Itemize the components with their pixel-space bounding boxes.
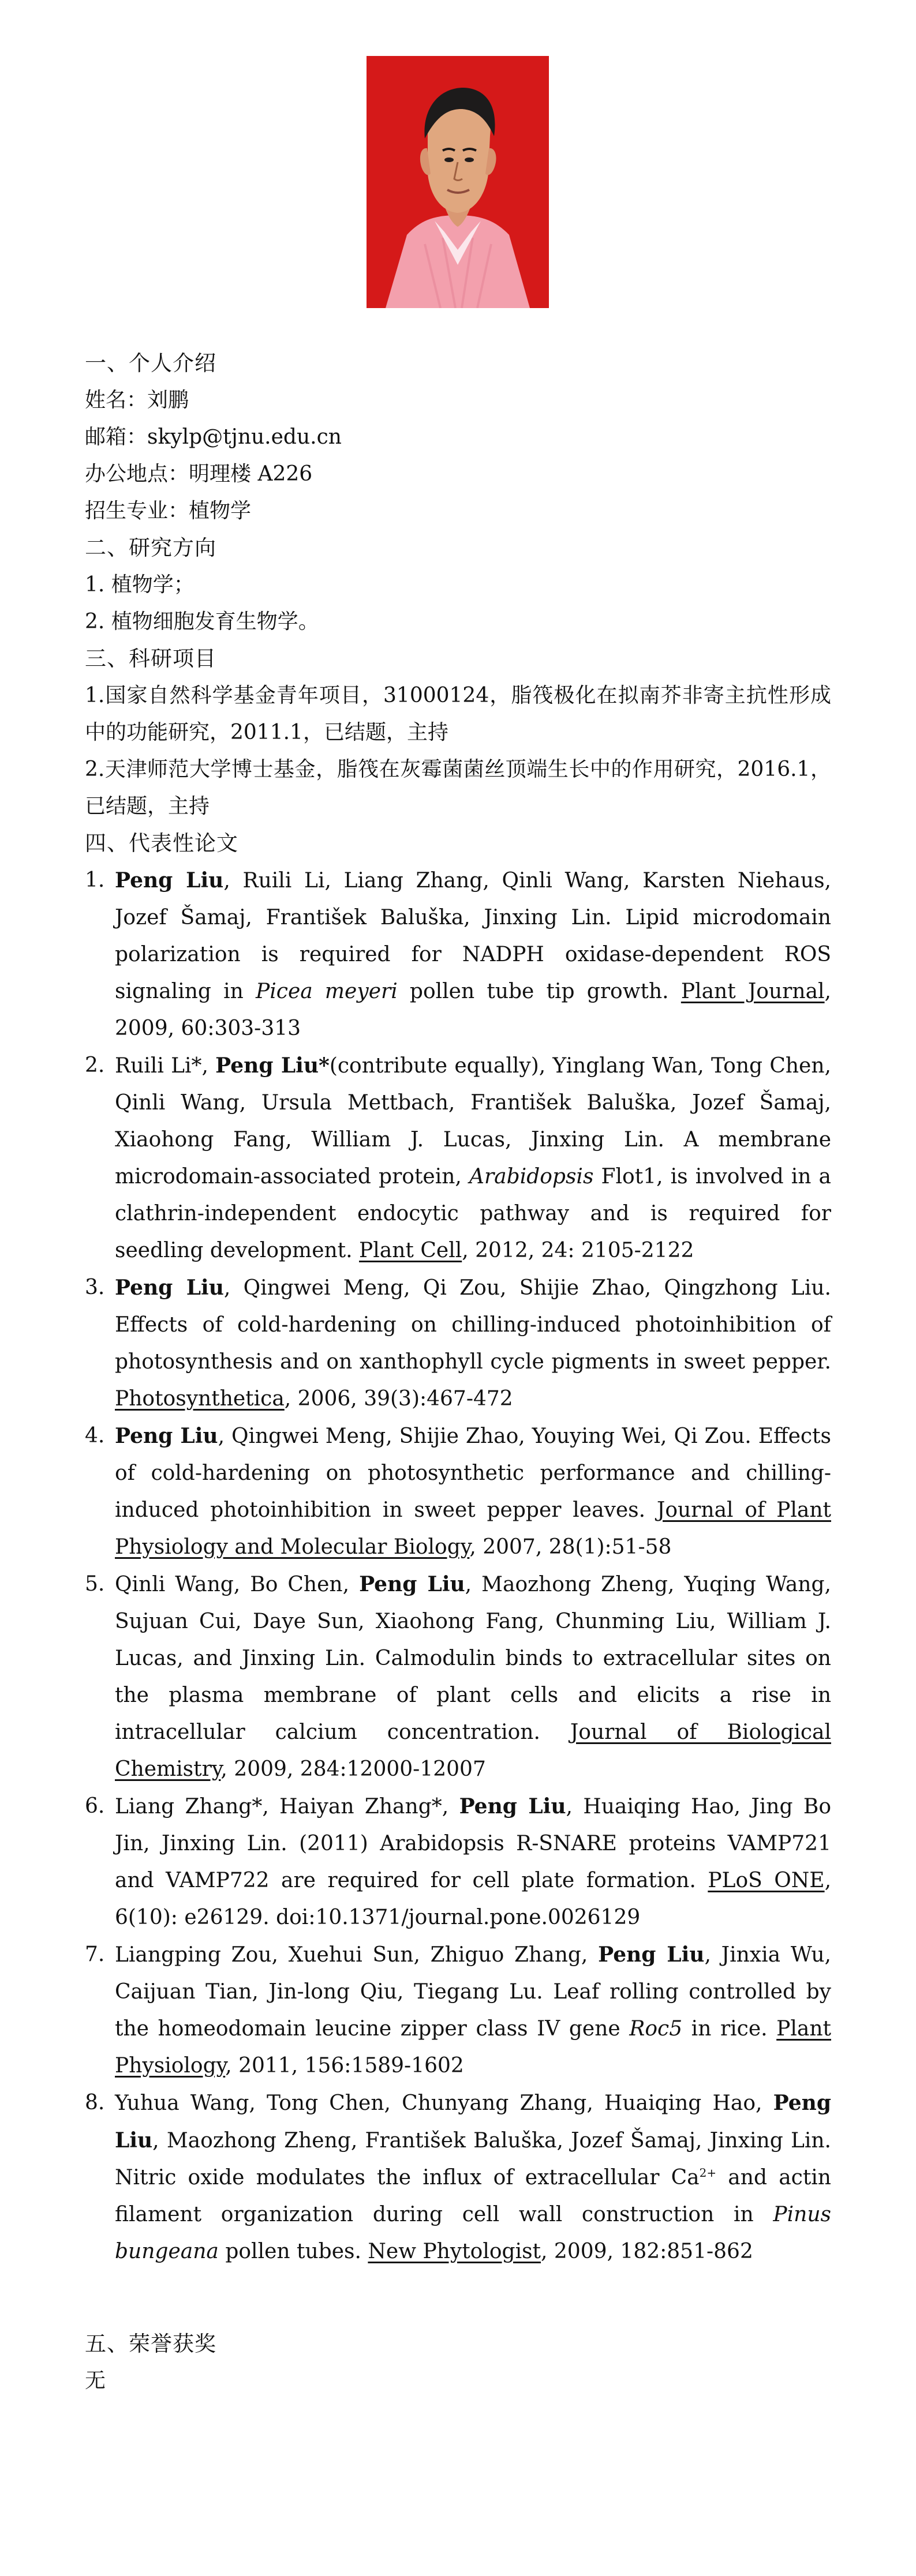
paper-prefix-authors: Ruili Li*, [115,1054,216,1078]
highlighted-author: Peng Liu [115,1276,224,1300]
paper-number: 3. [85,1276,105,1299]
paper-title-rest: pollen tubes. [218,2240,368,2263]
paper-citation [115,1566,831,1788]
paper-item [85,1269,831,1418]
paper-citation-details: , 2009, 182:851-862 [541,2240,753,2263]
paper-prefix-authors: Qinli Wang, Bo Chen, [115,1573,360,1596]
paper-number: 1. [85,868,105,892]
honors-text: 无 [85,2369,106,2393]
journal-link[interactable]: Plant Cell [359,1239,462,1262]
section-heading-research: 二、研究方向 [85,535,216,560]
journal-link[interactable]: PLoS ONE [708,1869,825,1892]
email-field: 邮箱：skylp@tjnu.edu.cn [85,425,342,449]
profile-content [85,345,831,2399]
species-name: Pinus bungeana [115,2203,831,2263]
paper-authors: , Qingwei Meng, Shijie Zhao, Youying Wei, Qi Zou. Effects of cold-hardening on photosynthetic performance and chilling-induced photoinhibition in sweet pepper leaves. [115,1424,831,1522]
paper-citation [115,1788,831,1936]
section-heading-papers: 四、代表性论文 [85,831,238,856]
project-item: 1.国家自然科学基金青年项目，31000124，脂筏极化在拟南芥非寄主抗性形成中的功能研究，2011.1，已结题，主持 [85,684,831,744]
paper-prefix-authors: Liang Zhang*, Haiyan Zhang*, [115,1795,459,1818]
journal-link[interactable]: Plant Physiology [115,2017,831,2078]
highlighted-author: Peng Liu [115,1424,218,1448]
species-name: Picea meyeri [256,980,398,1003]
superscript-charge: 2+ [699,2166,717,2180]
highlighted-author: Peng Liu [115,868,224,893]
research-item: 1. 植物学； [85,573,195,597]
paper-citation-details: , 2011, 156:1589-1602 [225,2054,464,2078]
profile-photo [367,56,549,308]
project-item: 2.天津师范大学博士基金，脂筏在灰霉菌菌丝顶端生长中的作用研究，2016.1，已结题，主持 [85,758,831,818]
journal-link[interactable]: New Phytologist [368,2240,541,2263]
paper-citation-details: , 2012, 24: 2105-2122 [462,1239,694,1262]
name-field: 姓名：刘鹏 [85,388,189,412]
paper-item [85,1047,831,1269]
paper-item [85,2084,831,2270]
species-name: Arabidopsis [469,1165,594,1188]
paper-citation [115,1936,831,2084]
paper-item [85,1936,831,2084]
highlighted-author: Peng Liu* [215,1053,330,1078]
paper-number: 7. [85,1943,105,1966]
paper-number: 6. [85,1794,105,1818]
paper-title-rest: pollen tube tip growth. [397,980,681,1003]
paper-citation-details: , 2006, 39(3):467-472 [284,1387,513,1411]
paper-citation-details: , 2009, 60:303-313 [115,980,831,1040]
paper-number: 2. [85,1053,105,1077]
paper-authors: , Maozhong Zheng, František Baluška, Jozef Šamaj, Jinxing Lin. Nitric oxide modulates the influx of extracellular Ca [115,2129,831,2189]
paper-citation [115,2084,831,2270]
section-heading-projects: 三、科研项目 [85,646,216,671]
paper-citation-details: , 2009, 284:12000-12007 [220,1757,486,1781]
paper-item [85,1418,831,1566]
paper-citation-details: , 6(10): e26129. doi:10.1371/journal.pone.0026129 [115,1869,832,1929]
paper-citation [115,1047,831,1269]
paper-citation [115,862,831,1047]
paper-authors: , Maozhong Zheng, Yuqing Wang, Sujuan Cui, Daye Sun, Xiaohong Fang, Chunming Liu, William J. Lucas, and Jinxing Lin. Calmodulin binds to extracellular sites on the plasma membrane of plant cells and elicits a rise in intracellular calcium concentration. [115,1573,831,1744]
section-spacer [85,2270,831,2326]
paper-number: 5. [85,1572,105,1596]
highlighted-author: Peng Liu [459,1794,566,1818]
major-field: 招生专业：植物学 [85,499,252,523]
paper-prefix-authors: Yuhua Wang, Tong Chen, Chunyang Zhang, Huaiqing Hao, [115,2091,773,2115]
paper-item [85,862,831,1047]
paper-title-middle: and actin filament organization during cell wall construction in [115,2166,831,2226]
paper-authors: , Huaiqing Hao, Jing Bo Jin, Jinxing Lin. (2011) Arabidopsis R-SNARE proteins VAMP721 and VAMP722 are required for cell plate formation. [115,1795,832,1892]
paper-item [85,1566,831,1788]
journal-link[interactable]: Plant Journal [681,980,825,1003]
paper-title-rest: Flot1, is involved in a clathrin-independent endocytic pathway and is required for seedling development. [115,1165,831,1262]
highlighted-author: Peng Liu [115,2091,831,2153]
paper-item [85,1788,831,1936]
research-item: 2. 植物细胞发育生物学。 [85,610,319,633]
highlighted-author: Peng Liu [598,1943,705,1967]
person-portrait-icon [367,56,549,308]
section-heading-intro: 一、个人介绍 [85,351,216,376]
paper-number: 8. [85,2091,105,2114]
journal-link[interactable]: Journal of Biological Chemistry [115,1720,831,1781]
section-heading-honors: 五、荣誉获奖 [85,2331,216,2356]
highlighted-author: Peng Liu [359,1572,465,1596]
paper-authors: , Qingwei Meng, Qi Zou, Shijie Zhao, Qingzhong Liu. Effects of cold-hardening on chilling-induced photoinhibition of photosynthesis and on xanthophyll cycle pigments in sweet pepper. [115,1276,831,1374]
paper-authors: , Jinxia Wu, Caijuan Tian, Jin-long Qiu, Tiegang Lu. Leaf rolling controlled by the homeodomain leucine zipper class IV gene [115,1943,831,2041]
journal-link[interactable]: Journal of Plant Physiology and Molecular Biology [115,1498,831,1559]
paper-prefix-authors: Liangping Zou, Xuehui Sun, Zhiguo Zhang, [115,1943,599,1967]
paper-title-rest: in rice. [682,2017,777,2041]
paper-citation-details: , 2007, 28(1):51-58 [469,1535,672,1559]
paper-authors: , Ruili Li, Liang Zhang, Qinli Wang, Karsten Niehaus, Jozef Šamaj, František Baluška, Jinxing Lin. Lipid microdomain polarization is required for NADPH oxidase-dependent ROS signaling in [115,869,831,1003]
journal-link[interactable]: Photosynthetica [115,1387,285,1411]
paper-citation [115,1269,831,1418]
paper-authors: (contribute equally), Yinglang Wan, Tong Chen, Qinli Wang, Ursula Mettbach, František Baluška, Jozef Šamaj, Xiaohong Fang, William J. Lucas, Jinxing Lin. A membrane microdomain-associated protein, [115,1054,831,1188]
office-field: 办公地点：明理楼 A226 [85,462,313,486]
paper-number: 4. [85,1424,105,1448]
species-name: Roc5 [629,2017,683,2041]
paper-citation [115,1418,831,1566]
